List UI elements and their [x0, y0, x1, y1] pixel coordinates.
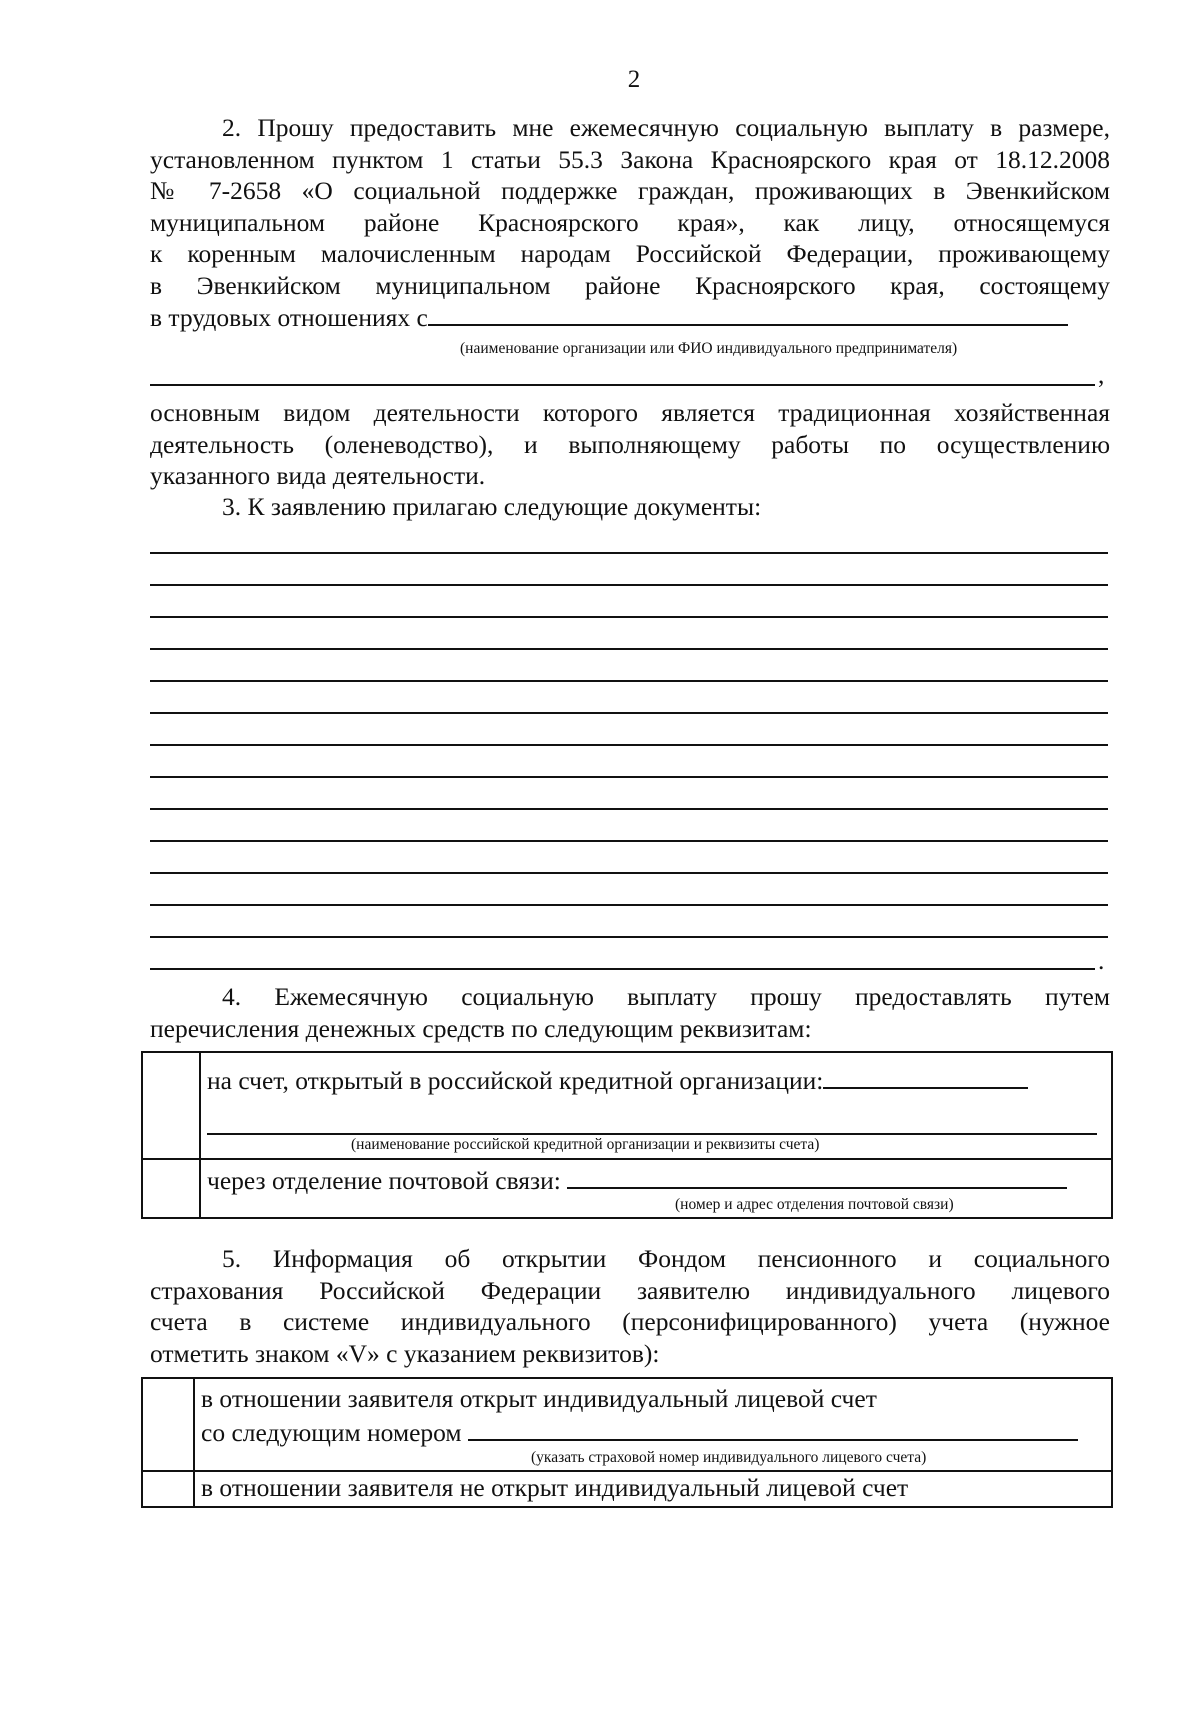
account-opened-line-1: в отношении заявителя открыт индивидуальный лицевой счет: [201, 1384, 877, 1413]
account-opened-row: [142, 1378, 1112, 1471]
text-line: перечисления денежных средств по следующим реквизитам:: [150, 1013, 812, 1043]
document-line-5[interactable]: [150, 680, 1108, 682]
text-line: страхования Российской Федерации заявителю индивидуального лицевого: [150, 1275, 1110, 1305]
bank-hint: (наименование российской кредитной организации и реквизиты счета): [351, 1136, 820, 1153]
account-info-table: [141, 1377, 1113, 1508]
document-line-8[interactable]: [150, 776, 1108, 778]
document-line-3[interactable]: [150, 616, 1108, 618]
bank-row: [142, 1052, 1112, 1159]
text-line: деятельность (оленеводство), и выполняющему работы по осуществлению: [150, 429, 1110, 459]
post-cell: [200, 1159, 1112, 1218]
account-number-label: со следующим номером: [201, 1418, 462, 1447]
end-period: .: [1098, 946, 1105, 975]
text-line: установленном пунктом 1 статьи 55.3 Закона Красноярского края от 18.12.2008: [150, 144, 1110, 174]
post-label-line: [207, 1165, 1067, 1196]
page-number: 2: [627, 66, 641, 93]
document-line-10[interactable]: [150, 840, 1108, 842]
post-checkbox[interactable]: [142, 1159, 200, 1218]
text-line: счета в системе индивидуального (персонифицированного) учета (нужное: [150, 1307, 1110, 1337]
document-line-13[interactable]: [150, 936, 1108, 938]
document-line-2[interactable]: [150, 584, 1108, 586]
text-line: 5. Информация об открытии Фондом пенсионного и социального: [222, 1244, 1110, 1273]
post-row: [142, 1159, 1112, 1218]
bank-field[interactable]: [823, 1065, 1028, 1089]
account-not-opened-cell: [194, 1471, 1112, 1507]
employer-hint: (наименование организации или ФИО индивидуального предпринимателя): [460, 340, 958, 357]
post-label: через отделение почтовой связи:: [207, 1166, 561, 1195]
document-line-1[interactable]: [150, 552, 1108, 554]
bank-label: на счет, открытый в российской кредитной организации:: [207, 1066, 824, 1095]
text-line: отметить знаком «V» с указанием реквизитов):: [150, 1338, 660, 1368]
employer-field-continuation[interactable]: [150, 384, 1095, 386]
account-not-opened-label: в отношении заявителя не открыт индивидуальный лицевой счет: [201, 1473, 909, 1502]
text-line: 2. Прошу предоставить мне ежемесячную социальную выплату в размере,: [222, 113, 1110, 142]
employment-prefix: в трудовых отношениях с: [150, 302, 428, 332]
section-3-title-block: [150, 491, 1110, 523]
document-line-12[interactable]: [150, 904, 1108, 906]
document-line-11[interactable]: [150, 872, 1108, 874]
account-opened-cell: [194, 1378, 1112, 1471]
employment-line: [150, 302, 1110, 334]
account-number-field[interactable]: [468, 1417, 1078, 1441]
document-line-6[interactable]: [150, 712, 1108, 714]
document-line-4[interactable]: [150, 648, 1108, 650]
text-line: в Эвенкийском муниципальном районе Красноярского края, состоящему: [150, 270, 1110, 300]
text-line: к коренным малочисленным народам Российской Федерации, проживающему: [150, 239, 1110, 269]
post-field[interactable]: [567, 1165, 1067, 1189]
bank-cell: [200, 1052, 1112, 1159]
account-number-hint: (указать страховой номер индивидуального лицевого счета): [531, 1449, 927, 1466]
bank-field-line-2[interactable]: [207, 1133, 1097, 1135]
document-line-9[interactable]: [150, 808, 1108, 810]
section-4-paragraph: [150, 981, 1110, 1044]
bank-checkbox[interactable]: [142, 1052, 200, 1159]
section-2-paragraph: [150, 112, 1110, 333]
text-line: 4. Ежемесячную социальную выплату прошу предоставлять путем: [222, 982, 1110, 1011]
account-not-opened-checkbox[interactable]: [142, 1471, 194, 1507]
section-3-title: 3. К заявлению прилагаю следующие документы:: [222, 492, 762, 521]
account-opened-checkbox[interactable]: [142, 1378, 194, 1471]
account-opened-line-2: [201, 1417, 1078, 1448]
comma: ,: [1098, 360, 1105, 389]
text-line: указанного вида деятельности.: [150, 461, 486, 491]
bank-label-line: [207, 1065, 1028, 1096]
payment-method-table: [141, 1051, 1113, 1219]
employer-field[interactable]: [428, 302, 1068, 326]
section-5-paragraph: [150, 1243, 1110, 1369]
section-2-continuation: [150, 397, 1110, 492]
post-hint: (номер и адрес отделения почтовой связи): [675, 1196, 954, 1213]
account-not-opened-row: [142, 1471, 1112, 1507]
text-line: муниципальном районе Красноярского края», как лицу, относящемуся: [150, 207, 1110, 237]
text-line: № 7-2658 «О социальной поддержке граждан, проживающих в Эвенкийском: [150, 176, 1110, 206]
document-line-7[interactable]: [150, 744, 1108, 746]
document-line-14[interactable]: [150, 968, 1095, 970]
text-line: основным видом деятельности которого является традиционная хозяйственная: [150, 398, 1110, 427]
